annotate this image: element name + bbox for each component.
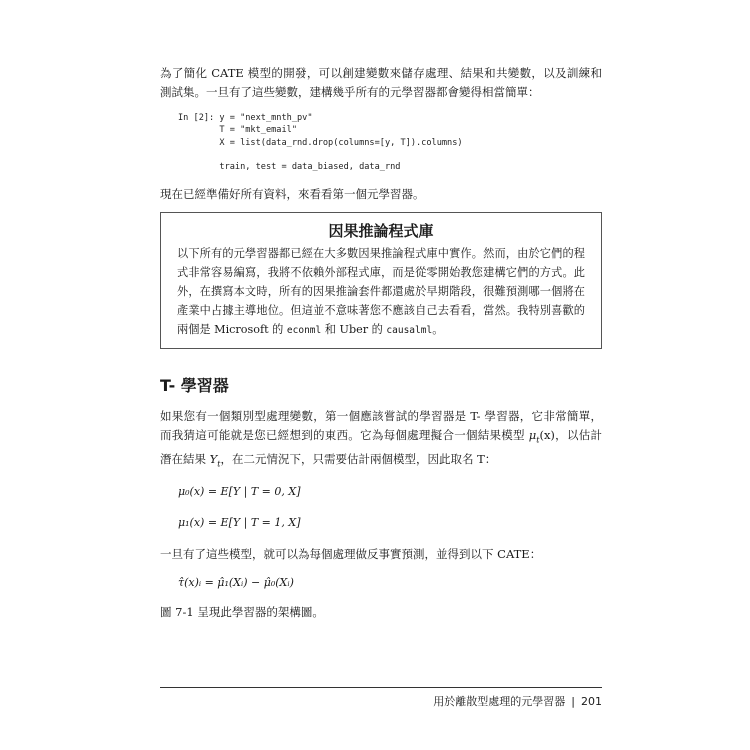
sidebar-box <box>160 212 602 349</box>
code-line: X = list(data_rnd.drop(columns=[y, T]).columns) <box>178 137 463 148</box>
code-line: train, test = data_biased, data_rnd <box>178 162 401 173</box>
equation-cate: τ̂(x)ᵢ = μ̂₁(Xᵢ) − μ̂₀(Xᵢ) <box>178 576 294 590</box>
cate-paragraph: 一旦有了這些模型，就可以為每個處理做反事實預測，並得到以下 CATE： <box>160 547 542 562</box>
footer-separator: | <box>571 695 575 708</box>
y-symbol: Y <box>209 451 218 466</box>
chapter-title: 用於離散型處理的元學習器 <box>433 695 566 708</box>
para-text-b: (x)，以估計潛在結果 <box>160 428 602 466</box>
sidebar-text-main: 以下所有的元學習器都已經在大多數因果推論程式庫中實作。然而，由於它們的程式非常容易編寫，我將不依賴外部程式庫，而是從零開始教您建構它們的方式。此外，在撰寫本文時，所有的因果推論套件都還處於早期階段，很難預測哪一個將在產業中占據主導地位。但這並不意味著您不應該自己去看看，當然。我特別喜歡的兩個是 Microsoft 的 <box>177 247 585 337</box>
code-line: T = "mkt_email" <box>178 125 297 136</box>
footer-text <box>160 693 602 709</box>
ready-paragraph: 現在已經準備好所有資料，來看看第一個元學習器。 <box>160 187 425 202</box>
sidebar-text-end: 。 <box>432 323 444 337</box>
library-econml: econml <box>286 325 322 337</box>
section-title: T- 學習器 <box>160 376 229 396</box>
sidebar-text-mid: 和 Uber 的 <box>321 323 387 337</box>
equation-mu1: μ₁(x) = E[Y | T = 1, X] <box>178 516 301 530</box>
equation-mu0: μ₀(x) = E[Y | T = 0, X] <box>178 485 301 499</box>
para-text-a: 如果您有一個類別型處理變數，第一個應該嘗試的學習器是 T- 學習器，它非常簡單，而我猜這可能就是您已經想到的東西。它為每個處理擬合一個結果模型 <box>160 409 602 443</box>
page-footer <box>160 687 602 709</box>
figure-reference: 圖 7-1 呈現此學習器的架構圖。 <box>160 605 324 620</box>
t-learner-paragraph <box>160 407 602 473</box>
code-block <box>178 112 602 173</box>
mu-subscript: t <box>536 435 540 445</box>
library-causalml: causalml <box>386 325 433 337</box>
intro-paragraph: 為了簡化 CATE 模型的開發，可以創建變數來儲存處理、結果和共變數，以及訓練和測試集。一旦有了這些變數，建構幾乎所有的元學習器都會變得相當簡單： <box>160 66 602 99</box>
sidebar-title: 因果推論程式庫 <box>328 222 434 241</box>
code-line: In [2]: y = "next_mnth_pv" <box>178 113 313 123</box>
page-body <box>160 64 602 622</box>
sidebar-text <box>177 244 585 340</box>
page-number: 201 <box>581 695 602 708</box>
mu-symbol: μ <box>528 428 537 443</box>
para-text-c: ，在二元情況下，只需要估計兩個模型，因此取名 T： <box>220 451 497 466</box>
y-subscript: t <box>217 459 221 469</box>
